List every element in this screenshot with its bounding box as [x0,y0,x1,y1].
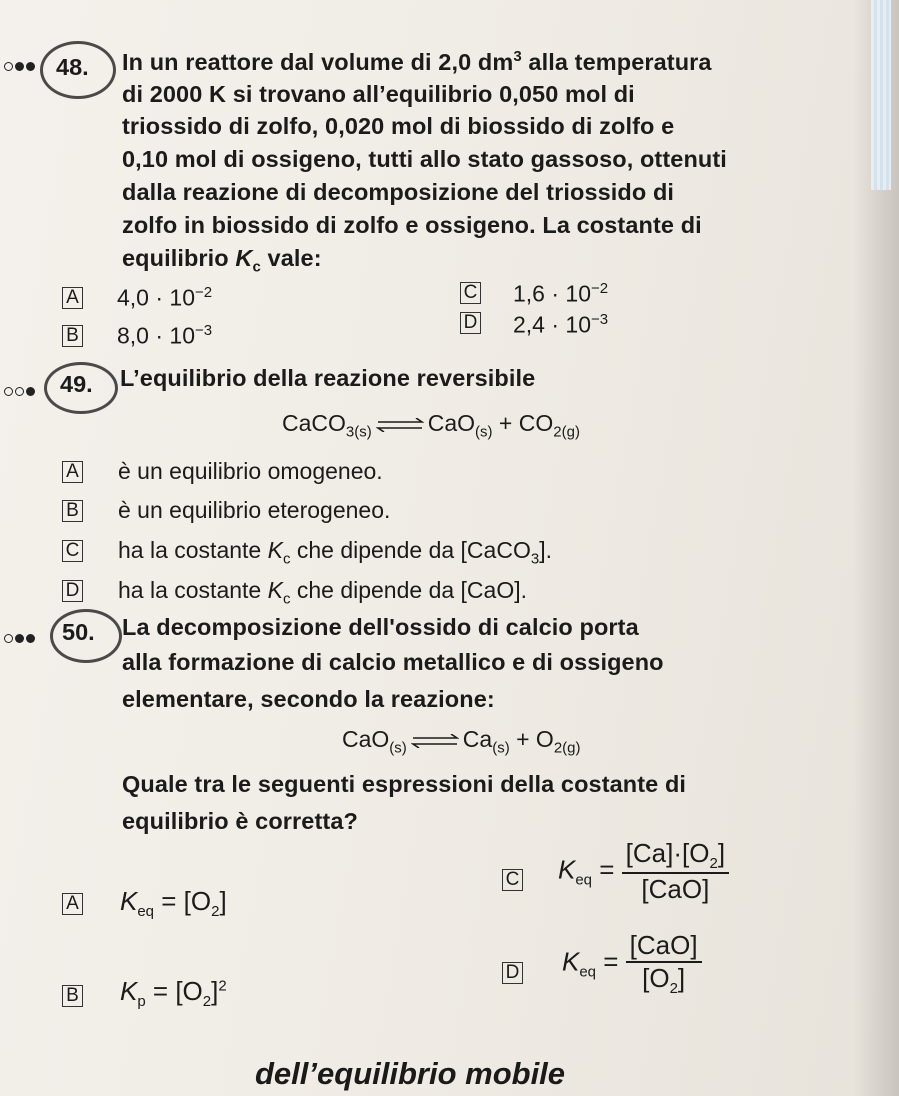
q49-option-d-text: ha la costante $K_c$ che dipende da [CaO]. [118,577,528,608]
q50-option-c-text: $K_{eq}$ = $\frac{[Ca]\cdot[O_2]}{\text{[CaO]}}$ [558,838,729,905]
q50-line-3: elementare, secondo la reazione: [122,686,495,712]
equilibrium-arrow-icon [376,418,424,432]
q50-question-line-1: Quale tra le seguenti espressioni della costante di [122,771,687,797]
option-c-box[interactable]: C [502,869,523,891]
difficulty-dots-icon [4,632,37,644]
q48-option-d-text: $2,4 \cdot 10^{-3}$ [513,311,609,338]
q50-option-b-text: $K_p = [O_2]^2$ [120,976,227,1011]
option-b-box[interactable]: B [62,985,83,1007]
q48-line-2: di 2000 K si trovano all’equilibrio 0,050 mol di [122,81,635,107]
equilibrium-arrow-icon [411,734,459,748]
q48-line-3: triossido di zolfo, 0,020 mol di biossido di zolfo e [122,113,675,139]
q49-option-b-text: è un equilibrio eterogeneo. [118,497,391,523]
q50-reaction: CaO$_{(s)}$ $Ca_{(s)} + O_{2(g)}$ [342,726,581,757]
q48-line-7: equilibrio $K_c$ vale: [122,245,322,276]
q49-option-a-text: è un equilibrio omogeneo. [118,458,383,484]
option-d-box[interactable]: D [460,312,481,334]
q48-option-c-text: $1,6 \cdot 10^{-2}$ [513,280,609,307]
q50-line-1: La decomposizione dell'ossido di calcio porta [122,614,639,640]
option-c-box[interactable]: C [460,282,481,304]
question-number-48: 48. [56,54,89,80]
decorative-stripe [871,0,891,190]
q50-question-line-2: equilibrio è corretta? [122,808,358,834]
q48-option-a-text: $4,0 \cdot 10^{-2}$ [117,284,213,311]
q48-line-4: 0,10 mol di ossigeno, tutti allo stato gassoso, ottenuti [122,146,727,172]
q50-line-2: alla formazione di calcio metallico e di ossigeno [122,649,664,675]
q49-option-c-text: ha la costante $K_c$ che dipende da [CaCO$_3$]. [118,537,552,568]
option-d-box[interactable]: D [62,580,83,602]
q48-line-1: In un reattore dal volume di 2,0 $dm^3$ alla temperatura [122,48,712,75]
difficulty-dots-icon [4,60,37,72]
option-a-box[interactable]: A [62,893,83,915]
q50-option-d-text: $K_{eq}$ = $\frac{\text{[CaO]}}{[O_2]}$ [562,930,702,997]
q48-line-6: zolfo in biossido di zolfo e ossigeno. La costante di [122,212,702,238]
option-c-box[interactable]: C [62,540,83,562]
option-b-box[interactable]: B [62,500,83,522]
q49-reaction: CaCO$_{3(s)}$ $CaO_{(s)} + CO_{2(g)}$ [282,410,580,441]
q48-option-b-text: $8,0 \cdot 10^{-3}$ [117,322,213,349]
option-a-box[interactable]: A [62,461,83,483]
option-d-box[interactable]: D [502,962,523,984]
q48-line-5: dalla reazione di decomposizione del triossido di [122,179,675,205]
question-number-50: 50. [62,619,95,645]
difficulty-dots-icon [4,385,37,397]
q50-option-a-text: $K_{eq} = [O_2]$ [120,886,227,921]
section-footer-title: dell’equilibrio mobile [255,1056,566,1091]
option-a-box[interactable]: A [62,287,83,309]
q49-stem: L’equilibrio della reazione reversibile [120,365,536,391]
option-b-box[interactable]: B [62,325,83,347]
question-number-49: 49. [60,371,93,397]
